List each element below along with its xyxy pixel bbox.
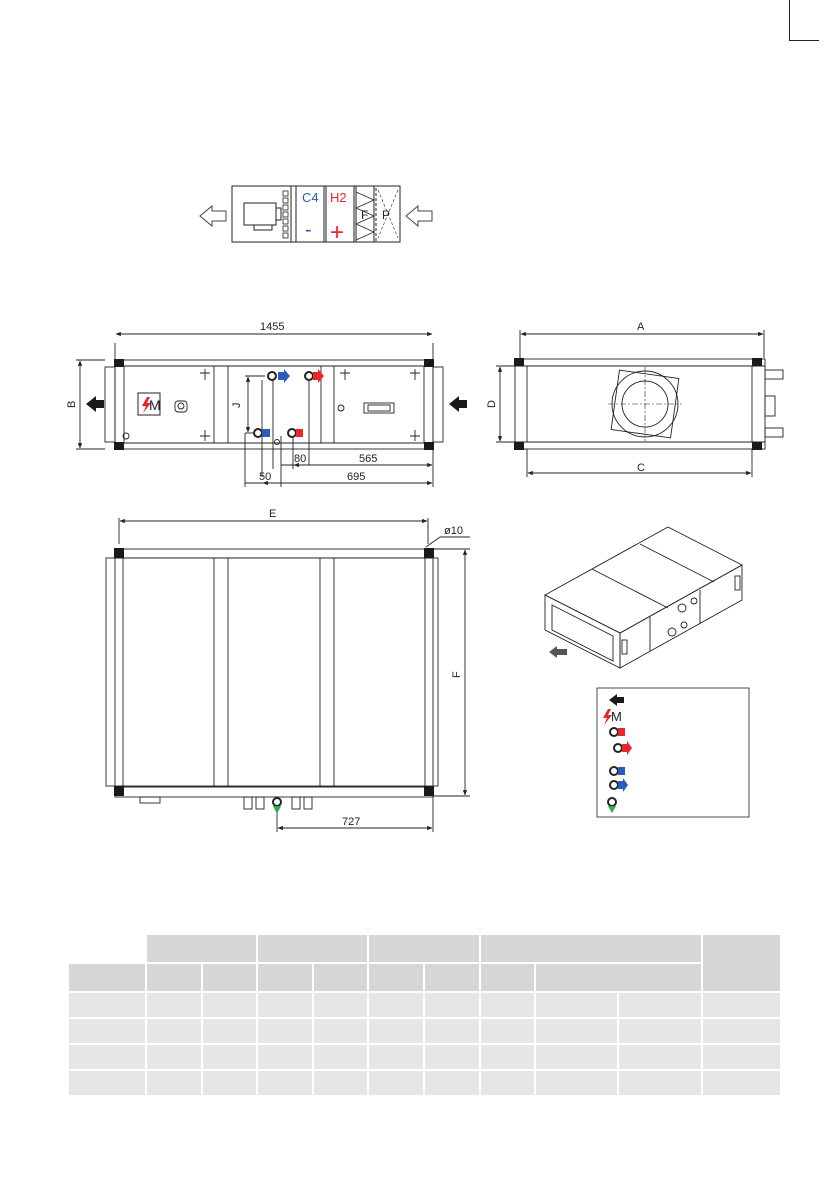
dim-727: 727	[342, 816, 361, 828]
inlet-arrow-icon	[406, 206, 432, 226]
schematic-filter-f-label: F	[361, 208, 369, 222]
schematic-filter-p-label: P	[382, 208, 391, 222]
table-row	[69, 1045, 780, 1069]
legend-cooling-inlet-icon	[610, 767, 618, 775]
dim-1455: 1455	[260, 321, 285, 333]
table-row	[69, 1019, 780, 1043]
dim-565: 565	[359, 453, 378, 465]
cooling-inlet-connection-icon	[254, 429, 262, 437]
table-row	[69, 1071, 780, 1095]
dim-695: 695	[347, 471, 366, 483]
legend-heating-inlet-icon	[610, 728, 618, 736]
legend-airflow-arrow-icon	[609, 694, 624, 706]
table-row	[69, 993, 780, 1017]
schematic-c4-label: C4	[302, 190, 319, 205]
dim-f: F	[451, 671, 463, 678]
side-inlet-arrow-icon	[449, 396, 467, 412]
schematic-minus-sign: -	[305, 219, 312, 241]
specification-table	[67, 933, 782, 1097]
crop-mark-top-right-vertical	[789, 0, 790, 40]
top-view-corners	[114, 548, 434, 796]
legend-cooling-outlet-icon	[610, 781, 618, 789]
cooling-outlet-connection-icon	[268, 372, 276, 380]
dim-b: B	[66, 400, 78, 408]
dim-hole: ø10	[444, 525, 463, 537]
table-header-row-1	[69, 935, 780, 962]
drain-connection-icon	[273, 798, 281, 806]
heating-outlet-connection-icon	[305, 372, 313, 380]
legend-drain-icon	[608, 798, 616, 806]
heating-inlet-connection-icon	[288, 429, 296, 437]
legend-heating-outlet-icon	[614, 744, 622, 752]
table-header-row-2	[69, 964, 780, 991]
dim-j: J	[231, 402, 243, 408]
side-connections	[254, 369, 324, 437]
schematic-plus-sign: +	[330, 219, 345, 246]
dim-80: 80	[294, 453, 307, 465]
legend-motor-label: M	[611, 709, 622, 724]
dim-e: E	[269, 508, 277, 520]
top-view	[106, 518, 470, 832]
motor-label: M	[149, 397, 161, 413]
outlet-arrow-icon	[200, 206, 226, 226]
dim-d: D	[486, 400, 498, 408]
end-view	[496, 330, 783, 477]
isometric-view	[545, 527, 742, 668]
dim-a: A	[637, 321, 645, 333]
dim-c: C	[637, 462, 645, 474]
schematic-h2-label: H2	[330, 190, 347, 205]
dim-50: 50	[259, 471, 272, 483]
side-outlet-arrow-icon	[86, 396, 104, 412]
crop-mark-top-right	[789, 40, 819, 41]
legend	[597, 688, 749, 817]
side-view	[76, 334, 443, 487]
iso-outlet-arrow-icon	[549, 646, 567, 658]
